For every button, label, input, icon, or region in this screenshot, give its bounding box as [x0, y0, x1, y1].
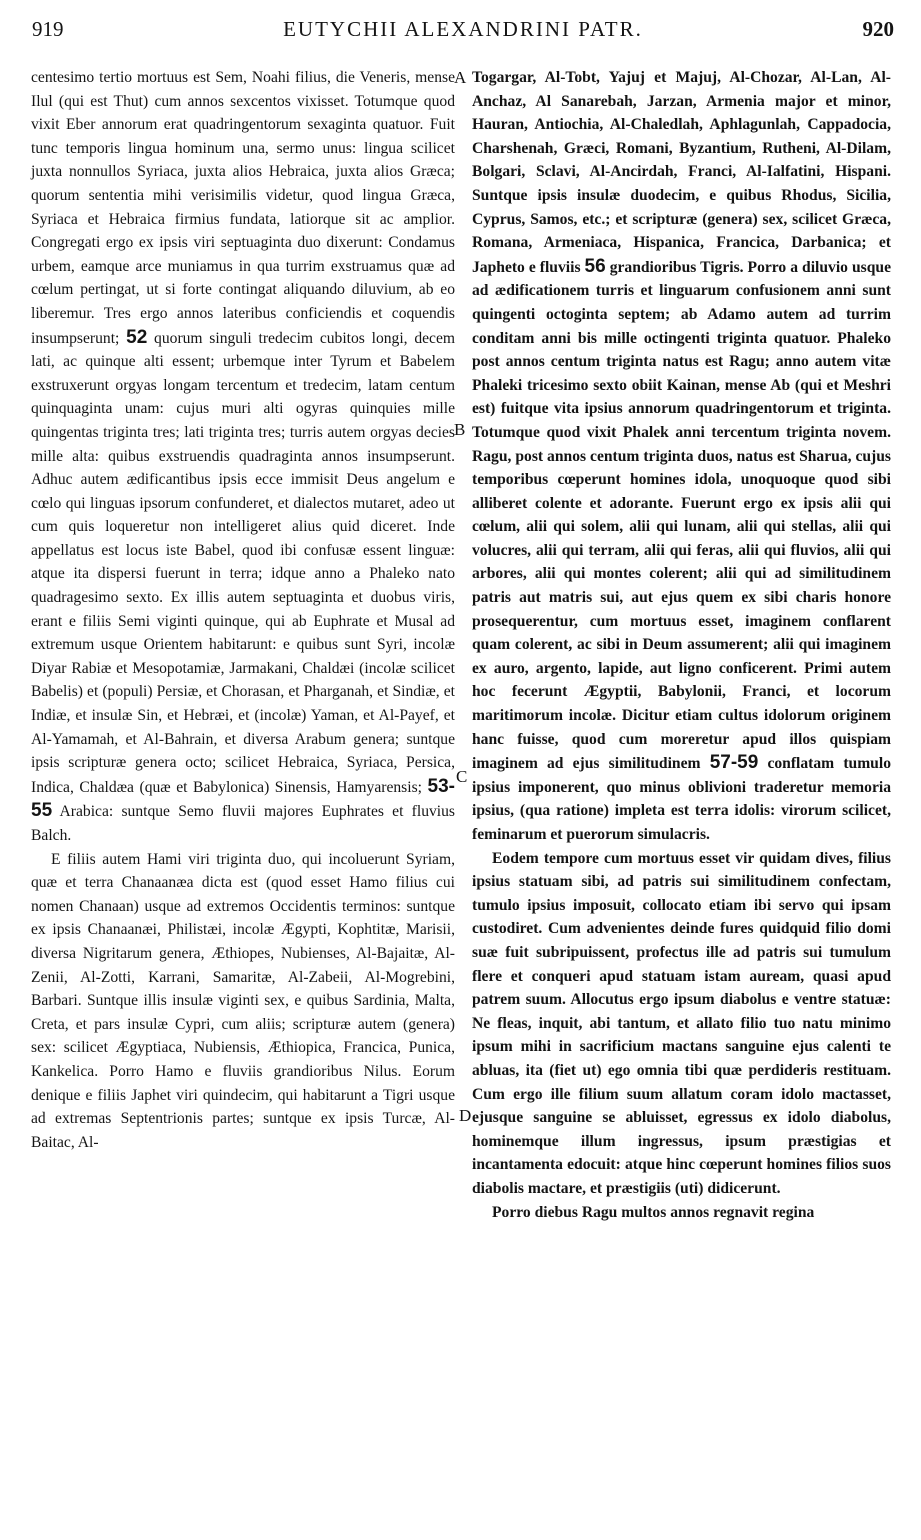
text-run: Arabica: suntque Semo fluvii majores Euphrates et fluvius Balch.: [31, 803, 455, 844]
margin-letter-c: C: [456, 767, 468, 786]
margin-letter-b: B: [454, 420, 466, 439]
page-number-left: 919: [32, 17, 64, 41]
left-column: [31, 66, 455, 1154]
left-paragraph-2: E filiis autem Hami viri triginta duo, qui incoluerunt Syriam, quæ et terra Chanaanæa dicta est (quod esset Hamo filius cui nomen Chanaan) usque ad extremos Occidentis terminos: suntque ex ipsis Chanaanæi, Philistæi, incolæ Ægypti, Kophtitæ, Marisii, diversa Nigritarum genera, Æthiopes, Nubienses, Al-Bajaitæ, Al-Zenii, Al-Zotti, Karrani, Samaritæ, Al-Zabeii, Al-Mogrebini, Barbari. Suntque illis insulæ viginti sex, e quibus Sardinia, Malta, Creta, et pars insulæ Cypri, cum aliis; scripturæ autem (genera) sex: scilicet Ægyptiaca, Nubiensis, Æthiopica, Francica, Punica, Kankelica. Porro Hamo e fluviis grandioribus Nilus. Eorum denique e filiis Japhet viri quindecim, qui habitarunt a Tigri usque ad extremas Septentrionis partes; suntque ex ipsis Turcæ, Al-Baitac, Al-: [31, 850, 455, 1151]
section-marker: 53-55: [31, 775, 455, 822]
section-marker: 52: [126, 326, 148, 348]
right-column: [472, 66, 891, 1224]
right-paragraph-3: Porro diebus Ragu multos annos regnavit regina: [492, 1203, 815, 1221]
text-run: grandioribus Tigris. Porro a diluvio usque ad ædificationem turris et linguarum confusionem anni sunt quingenti octoginta septem; ab Adamo autem ad turrim conditam anni bis mille octingenti triginta quatuor. Phaleko post annos centum triginta natus est Ragu; anno autem vitæ Phaleki tricesimo sexto obiit Kainan, mense Ab (qui et Meshri est) fuitque vita ipsius annorum quadringentorum et triginta. Totumque quod vixit Phalek anni tercentum triginta novem. Ragu, post annos centum triginta duos, natus est Sharua, cujus temporibus cœperunt homines idola, unoquoque quod sibi alliberet colente et adorante. Fuerunt ergo ex ipsis alii qui cœlum, alii qui solem, alii qui lunam, alii qui stellas, alii qui volucres, alii qui terram, alii qui feras, alii qui fluvios, alii qui arbores, alii qui montes colerent; alii qui ad similitudinem patris aut matris sui, aut ejus quem ex sibi charis honore prosequerentur, cum mortuus esset, imaginem conflarent quam colerent, ac sibi in Deum assumerent; alii qui imaginem ex auro, argento, lapide, aut ligno conficerent. Primi autem hoc fecerunt Ægyptii, Babylonii, Franci, et locorum maritimorum incolæ. Dicitur etiam cultus idolorum originem hanc fuisse, quod cum moreretur apud illos quispiam imaginem ad ejus similitudinem: [472, 258, 891, 773]
margin-letter-d: D: [459, 1106, 472, 1125]
text-run: Togargar, Al-Tobt, Yajuj et Majuj, Al-Chozar, Al-Lan, Al-Anchaz, Al Sanarebah, Jarzan, Armenia major et minor, Hauran, Antiochia, Al-Chaledlah, Aphlagunlah, Cappadocia, Charshenah, Græci, Romani, Byzantium, Rutheni, Al-Dilam, Bolgari, Sclavi, Al-Ancirdah, Franci, Al-Ialfatini, Hispani. Suntque ipsis insulæ duodecim, e quibus Rhodus, Sicilia, Cyprus, Samos, etc.; et scripturæ (genera) sex, scilicet Græca, Romana, Armeniaca, Hispanica, Francica, Darbanica; et Japheto e fluviis: [472, 69, 891, 276]
right-paragraph-2: Eodem tempore cum mortuus esset vir quidam dives, filius ipsius statuam sibi, ad patris sui similitudinem confectam, tumulo ipsius imposuit, collocato etiam ibi servo qui ipsam custodiret. Cum advenientes deinde fures quidquid filio domi suæ fuit subripuissent, profectus ille ad patris sui tumulum flere et conqueri apud statuam istam auream, quasi apud patrem suum. Allocutus ergo ipsum diabolus e ventre statuæ: Ne fleas, inquit, abi tantum, et allato filio tuo natu minimo ipsum mihi in sacrificium mactans sanguine ejus calenti te abluas, ita (fiet ut) ego omnia tibi quæ perdideris restituam. Cum ergo ille filium suum allatum coram idolo mactasset, ejusque sanguine se abluisset, egressus ex idolo diabolus, hominemque illum ingressus, ipsum præstigias et incantamenta edocuit: atque hinc cœperunt homines filios suos diabolis mactare, et præstigiis (uti) didicerunt.: [472, 849, 891, 1197]
section-marker: 57-59: [709, 752, 759, 774]
text-run: quorum singuli tredecim cubitos longi, decem lati, ac quinque alti essent; urbemque inter Tyrum et Babelem exstruxerunt orgyas longam tercentum et tredecim, latam centum quinquaginta unam: cujus muri alti ogyras quinquies mille quingentas triginta tres; lati triginta tres; turris autem orgyas decies mille alta: quibus exstruendis quadraginta annos insumpserunt. Adhuc autem ædificantibus ipsis ecce immisit Deus angelum e cœlo qui linguas ipsorum confunderet, et dialectos mutaret, adeo ut cum quis loqueretur non intelligeret alius quid diceret. Inde appellatus est locus iste Babel, quod ibi confusæ essent linguæ: atque ita dispersi fuerunt in terra; idque anno a Phaleko nato quadragesimo sexto. Ex illis autem septuaginta et duobus viris, erant e filiis Semi viginti quinque, qui ab Euphrate et Musal ad extremum usque Orientem habitarunt: e quibus sunt Syri, incolæ Diyar Rabiæ et Mesopotamiæ, Jarmakani, Chaldæi (incolæ scilicet Babelis) et (populi) Persiæ, et Chorasan, et Pharganah, et Sindiæ, et Indiæ, et insulæ Sin, et Hebræi, et (incolæ) Yaman, et Al-Payef, et Al-Yamamah, et Al-Bahrain, et diversa Arabum genera; suntque ipsis scripturæ genera octo; scilicet Hebraica, Syriaca, Persica, Indica, Chaldæa (quæ et Babylonica) Sinensis, Hamyarensis;: [31, 329, 456, 796]
text-run: conflatam tumulo ipsius imponerent, quo minus oblivioni traderetur memoria ipsius, (qua ratione) impleta est terra idolis: virorum scilicet, feminarum et puerorum simulacris.: [472, 755, 891, 843]
text-run: centesimo tertio mortuus est Sem, Noahi filius, die Veneris, mense Ilul (qui est Thut) cum annos sexcentos vixisset. Totumque quod vixit Eber annorum erat quadringentorum sexaginta quatuor. Fuit tunc temporis lingua hominum una, sermo unus: lingua scilicet juxta nonnullos Syriaca, juxta alios Hebraica, juxta alios Græca; quorum sententia mihi verisimilis videtur, quod lingua Græca, Syriaca et Hebraica firmius fundata, latiorque sit ac amplior. Congregati ergo ex ipsis viri septuaginta duo dixerunt: Condamus urbem, eamque arce muniamus in qua turrim exstruamus quæ ad cœlum pertingat, ut si forte contingat aliquando diluvium, ab eo liberemur. Tres ergo annos lateribus conficiendis et coquendis insumpserunt;: [31, 69, 455, 347]
section-marker: 56: [584, 255, 606, 277]
page-number-right: 920: [862, 17, 894, 41]
right-paragraph-1: [472, 66, 891, 847]
left-paragraph-1: [31, 66, 455, 848]
running-title: EUTYCHII ALEXANDRINI PATR.: [283, 17, 643, 41]
margin-letter-a: A: [454, 68, 467, 87]
page-header: [32, 6, 894, 52]
